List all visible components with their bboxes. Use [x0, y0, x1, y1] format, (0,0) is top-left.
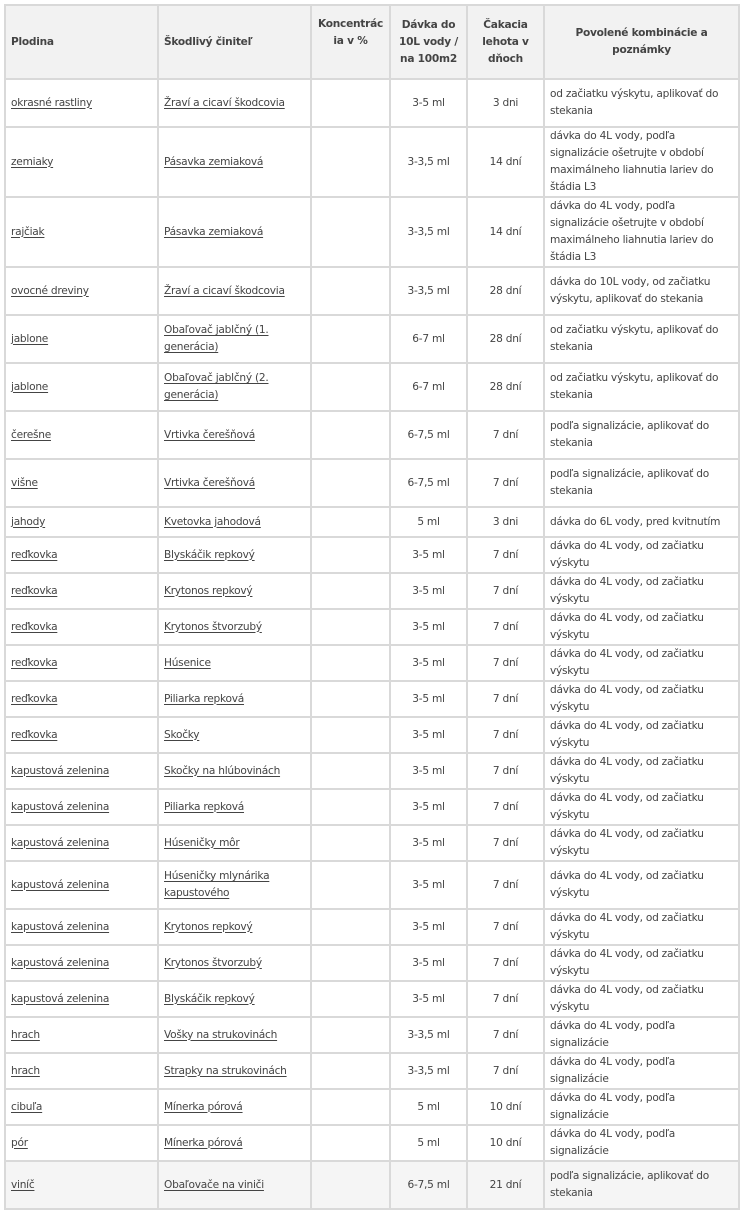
crop-link[interactable]: jahody — [11, 515, 46, 528]
pest-cell — [158, 789, 311, 825]
crop-cell — [5, 645, 158, 681]
column-header-waiting-period: Čakacia lehota v dňoch — [467, 5, 544, 79]
concentration-cell — [311, 79, 390, 127]
dose-cell: 3-5 ml — [390, 681, 467, 717]
notes-cell: dávka do 4L vody, od začiatku výskytu — [544, 909, 739, 945]
pest-cell — [158, 459, 311, 507]
concentration-cell — [311, 1161, 390, 1209]
dose-cell: 5 ml — [390, 507, 467, 537]
waiting-period-cell: 7 dní — [467, 861, 544, 909]
waiting-period-cell: 10 dní — [467, 1125, 544, 1161]
pest-cell — [158, 537, 311, 573]
table-row — [5, 363, 739, 411]
pest-cell — [158, 909, 311, 945]
concentration-cell — [311, 315, 390, 363]
crop-link[interactable]: kapustová zelenina — [11, 764, 110, 777]
notes-cell: dávka do 4L vody, podľa signalizácie ošetrujte v období maximálneho liahnutia lariev do štádia L3 — [544, 197, 739, 267]
dose-cell: 3-3,5 ml — [390, 1053, 467, 1089]
dose-cell: 3-3,5 ml — [390, 267, 467, 315]
concentration-cell — [311, 267, 390, 315]
notes-cell: dávka do 4L vody, podľa signalizácie — [544, 1089, 739, 1125]
table-row — [5, 573, 739, 609]
notes-cell: dávka do 4L vody, od začiatku výskytu — [544, 717, 739, 753]
concentration-cell — [311, 459, 390, 507]
notes-cell: dávka do 4L vody, od začiatku výskytu — [544, 753, 739, 789]
notes-cell: podľa signalizácie, aplikovať do stekania — [544, 1161, 739, 1209]
table-row — [5, 645, 739, 681]
pest-link[interactable]: Húseničky mlynárika kapustového — [164, 870, 270, 899]
waiting-period-cell: 7 dní — [467, 789, 544, 825]
pest-cell — [158, 363, 311, 411]
crop-cell — [5, 267, 158, 315]
crop-link[interactable]: reďkovka — [11, 620, 58, 633]
concentration-cell — [311, 609, 390, 645]
waiting-period-cell: 7 dní — [467, 825, 544, 861]
crop-link[interactable]: reďkovka — [11, 656, 58, 669]
pest-cell — [158, 197, 311, 267]
pest-link[interactable]: Kvetovka jahodová — [164, 515, 261, 528]
notes-cell: dávka do 4L vody, od začiatku výskytu — [544, 537, 739, 573]
dose-cell: 3-5 ml — [390, 79, 467, 127]
table-row — [5, 681, 739, 717]
table-header-row — [5, 5, 739, 79]
table-row — [5, 909, 739, 945]
pest-link[interactable]: Krytonos štvorzubý — [164, 620, 262, 633]
waiting-period-cell: 14 dní — [467, 197, 544, 267]
waiting-period-cell: 7 dní — [467, 1017, 544, 1053]
waiting-period-cell: 7 dní — [467, 945, 544, 981]
pest-cell — [158, 1125, 311, 1161]
pest-cell — [158, 1161, 311, 1209]
table-row — [5, 197, 739, 267]
crop-link[interactable]: reďkovka — [11, 548, 58, 561]
concentration-cell — [311, 411, 390, 459]
pest-cell — [158, 1017, 311, 1053]
waiting-period-cell: 7 dní — [467, 753, 544, 789]
crop-link[interactable]: jablone — [11, 380, 49, 393]
crop-link[interactable]: kapustová zelenina — [11, 878, 110, 891]
pest-link[interactable]: Vrtivka čerešňová — [164, 476, 255, 489]
crop-cell — [5, 1089, 158, 1125]
waiting-period-cell: 7 dní — [467, 573, 544, 609]
pest-cell — [158, 1053, 311, 1089]
waiting-period-cell: 10 dní — [467, 1089, 544, 1125]
crop-cell — [5, 681, 158, 717]
dose-cell: 3-5 ml — [390, 573, 467, 609]
waiting-period-cell: 7 dní — [467, 981, 544, 1017]
dose-cell: 5 ml — [390, 1125, 467, 1161]
pest-cell — [158, 573, 311, 609]
pest-cell — [158, 645, 311, 681]
notes-cell: dávka do 4L vody, podľa signalizácie — [544, 1125, 739, 1161]
table-row — [5, 609, 739, 645]
crop-cell — [5, 1161, 158, 1209]
notes-cell: dávka do 4L vody, od začiatku výskytu — [544, 945, 739, 981]
table-row — [5, 267, 739, 315]
notes-cell: dávka do 4L vody, od začiatku výskytu — [544, 609, 739, 645]
pest-cell — [158, 681, 311, 717]
waiting-period-cell: 21 dní — [467, 1161, 544, 1209]
table-row — [5, 1125, 739, 1161]
pest-link[interactable]: Vošky na strukovinách — [164, 1028, 278, 1041]
pest-cell — [158, 79, 311, 127]
notes-cell: dávka do 4L vody, podľa signalizácie — [544, 1017, 739, 1053]
table-row — [5, 459, 739, 507]
concentration-cell — [311, 573, 390, 609]
pest-cell — [158, 267, 311, 315]
crop-cell — [5, 1053, 158, 1089]
pest-link[interactable]: Skočky — [164, 728, 200, 741]
dose-cell: 3-5 ml — [390, 825, 467, 861]
crop-cell — [5, 573, 158, 609]
dose-cell: 3-5 ml — [390, 789, 467, 825]
notes-cell: dávka do 10L vody, od začiatku výskytu, aplikovať do stekania — [544, 267, 739, 315]
pest-cell — [158, 981, 311, 1017]
column-header-notes: Povolené kombinácie a poznámky — [544, 5, 739, 79]
crop-link[interactable]: zemiaky — [11, 155, 54, 168]
table-row — [5, 1161, 739, 1209]
notes-cell: dávka do 4L vody, od začiatku výskytu — [544, 981, 739, 1017]
table-row — [5, 753, 739, 789]
dose-cell: 6-7,5 ml — [390, 1161, 467, 1209]
pest-link[interactable]: Blyskáčik repkový — [164, 992, 255, 1005]
dose-cell: 6-7,5 ml — [390, 411, 467, 459]
crop-link[interactable]: reďkovka — [11, 728, 58, 741]
pest-link[interactable]: Skočky na hlúbovinách — [164, 764, 281, 777]
crop-link[interactable]: reďkovka — [11, 584, 58, 597]
crop-cell — [5, 909, 158, 945]
concentration-cell — [311, 825, 390, 861]
pest-link[interactable]: Žraví a cicaví škodcovia — [164, 96, 285, 109]
pest-cell — [158, 717, 311, 753]
waiting-period-cell: 3 dni — [467, 507, 544, 537]
pest-cell — [158, 825, 311, 861]
table-body — [5, 79, 739, 1209]
crop-cell — [5, 79, 158, 127]
table-row — [5, 981, 739, 1017]
table-row — [5, 825, 739, 861]
waiting-period-cell: 14 dní — [467, 127, 544, 197]
crop-cell — [5, 363, 158, 411]
dose-cell: 6-7 ml — [390, 315, 467, 363]
concentration-cell — [311, 981, 390, 1017]
pest-link[interactable]: Obaľovač jablčný (2. generácia) — [164, 372, 269, 401]
dose-cell: 3-5 ml — [390, 753, 467, 789]
crop-link[interactable]: kapustová zelenina — [11, 836, 110, 849]
pest-link[interactable]: Obaľovač jablčný (1. generácia) — [164, 324, 269, 353]
concentration-cell — [311, 789, 390, 825]
concentration-cell — [311, 537, 390, 573]
dose-cell: 3-5 ml — [390, 861, 467, 909]
crop-link[interactable]: jablone — [11, 332, 49, 345]
crop-link[interactable]: kapustová zelenina — [11, 992, 110, 1005]
pest-link[interactable]: Strapky na strukovinách — [164, 1064, 287, 1077]
table-row — [5, 1089, 739, 1125]
concentration-cell — [311, 909, 390, 945]
notes-cell: od začiatku výskytu, aplikovať do stekania — [544, 363, 739, 411]
pest-cell — [158, 861, 311, 909]
concentration-cell — [311, 1089, 390, 1125]
concentration-cell — [311, 681, 390, 717]
dose-cell: 3-5 ml — [390, 609, 467, 645]
concentration-cell — [311, 1017, 390, 1053]
dose-cell: 3-5 ml — [390, 645, 467, 681]
pest-link[interactable]: Krytonos štvorzubý — [164, 956, 262, 969]
crop-link[interactable]: višne — [11, 476, 38, 489]
waiting-period-cell: 7 dní — [467, 609, 544, 645]
pest-cell — [158, 609, 311, 645]
crop-link[interactable]: rajčiak — [11, 225, 45, 238]
concentration-cell — [311, 127, 390, 197]
waiting-period-cell: 7 dní — [467, 645, 544, 681]
table-row — [5, 1017, 739, 1053]
notes-cell: dávka do 4L vody, od začiatku výskytu — [544, 573, 739, 609]
concentration-cell — [311, 507, 390, 537]
pest-link[interactable]: Pásavka zemiaková — [164, 225, 264, 238]
notes-cell: dávka do 4L vody, od začiatku výskytu — [544, 789, 739, 825]
notes-cell: dávka do 6L vody, pred kvitnutím — [544, 507, 739, 537]
notes-cell: dávka do 4L vody, podľa signalizácie ošetrujte v období maximálneho liahnutia lariev do štádia L3 — [544, 127, 739, 197]
pest-link[interactable]: Húsenice — [164, 656, 211, 669]
crop-link[interactable]: hrach — [11, 1028, 40, 1041]
concentration-cell — [311, 363, 390, 411]
concentration-cell — [311, 945, 390, 981]
crop-cell — [5, 717, 158, 753]
pest-link[interactable]: Pásavka zemiaková — [164, 155, 264, 168]
concentration-cell — [311, 1053, 390, 1089]
pest-cell — [158, 1089, 311, 1125]
notes-cell: dávka do 4L vody, podľa signalizácie — [544, 1053, 739, 1089]
dose-cell: 3-3,5 ml — [390, 1017, 467, 1053]
dose-cell: 6-7,5 ml — [390, 459, 467, 507]
crop-link[interactable]: viníč — [11, 1178, 35, 1191]
notes-cell: dávka do 4L vody, od začiatku výskytu — [544, 861, 739, 909]
crop-cell — [5, 507, 158, 537]
pest-link[interactable]: Obaľovače na viniči — [164, 1178, 264, 1191]
crop-link[interactable]: pór — [11, 1136, 28, 1149]
waiting-period-cell: 7 dní — [467, 1053, 544, 1089]
notes-cell: podľa signalizácie, aplikovať do stekania — [544, 411, 739, 459]
dose-cell: 5 ml — [390, 1089, 467, 1125]
concentration-cell — [311, 645, 390, 681]
concentration-cell — [311, 753, 390, 789]
dose-cell: 3-5 ml — [390, 717, 467, 753]
notes-cell: dávka do 4L vody, od začiatku výskytu — [544, 681, 739, 717]
pest-cell — [158, 507, 311, 537]
crop-cell — [5, 315, 158, 363]
notes-cell: dávka do 4L vody, od začiatku výskytu — [544, 825, 739, 861]
table-row — [5, 717, 739, 753]
pesticide-usage-table — [4, 4, 740, 1210]
table-row — [5, 861, 739, 909]
crop-link[interactable]: okrasné rastliny — [11, 96, 92, 109]
waiting-period-cell: 28 dní — [467, 315, 544, 363]
crop-cell — [5, 981, 158, 1017]
crop-cell — [5, 197, 158, 267]
pest-cell — [158, 945, 311, 981]
pesticide-table-container — [4, 4, 738, 1210]
crop-link[interactable]: kapustová zelenina — [11, 956, 110, 969]
waiting-period-cell: 7 dní — [467, 459, 544, 507]
waiting-period-cell: 7 dní — [467, 537, 544, 573]
waiting-period-cell: 28 dní — [467, 267, 544, 315]
table-row — [5, 79, 739, 127]
notes-cell: dávka do 4L vody, od začiatku výskytu — [544, 645, 739, 681]
table-row — [5, 507, 739, 537]
waiting-period-cell: 7 dní — [467, 411, 544, 459]
pest-link[interactable]: Vrtivka čerešňová — [164, 428, 255, 441]
dose-cell: 3-5 ml — [390, 945, 467, 981]
dose-cell: 3-3,5 ml — [390, 197, 467, 267]
crop-cell — [5, 861, 158, 909]
waiting-period-cell: 7 dní — [467, 681, 544, 717]
concentration-cell — [311, 1125, 390, 1161]
crop-cell — [5, 537, 158, 573]
pest-cell — [158, 753, 311, 789]
pest-link[interactable]: Krytonos repkový — [164, 920, 253, 933]
dose-cell: 3-3,5 ml — [390, 127, 467, 197]
crop-cell — [5, 411, 158, 459]
crop-link[interactable]: kapustová zelenina — [11, 800, 110, 813]
column-header-concentration: Koncentrácia v % — [311, 5, 390, 79]
column-header-crop: Plodina — [5, 5, 158, 79]
notes-cell: podľa signalizácie, aplikovať do stekania — [544, 459, 739, 507]
notes-cell: od začiatku výskytu, aplikovať do stekania — [544, 315, 739, 363]
table-row — [5, 537, 739, 573]
crop-cell — [5, 789, 158, 825]
waiting-period-cell: 7 dní — [467, 717, 544, 753]
pest-link[interactable]: Krytonos repkový — [164, 584, 253, 597]
table-row — [5, 1053, 739, 1089]
waiting-period-cell: 7 dní — [467, 909, 544, 945]
pest-link[interactable]: Mínerka pórová — [164, 1136, 243, 1149]
dose-cell: 3-5 ml — [390, 981, 467, 1017]
pest-cell — [158, 127, 311, 197]
waiting-period-cell: 28 dní — [467, 363, 544, 411]
crop-cell — [5, 127, 158, 197]
column-header-dose: Dávka do 10L vody / na 100m2 — [390, 5, 467, 79]
table-row — [5, 411, 739, 459]
crop-link[interactable]: cibuľa — [11, 1100, 43, 1113]
concentration-cell — [311, 861, 390, 909]
crop-cell — [5, 1017, 158, 1053]
pest-link[interactable]: Húseničky môr — [164, 836, 240, 849]
crop-link[interactable]: reďkovka — [11, 692, 58, 705]
crop-cell — [5, 753, 158, 789]
dose-cell: 3-5 ml — [390, 537, 467, 573]
table-row — [5, 789, 739, 825]
crop-cell — [5, 1125, 158, 1161]
crop-link[interactable]: kapustová zelenina — [11, 920, 110, 933]
table-row — [5, 945, 739, 981]
column-header-pest: Škodlivý činiteľ — [158, 5, 311, 79]
concentration-cell — [311, 197, 390, 267]
crop-cell — [5, 459, 158, 507]
crop-cell — [5, 609, 158, 645]
pest-cell — [158, 315, 311, 363]
pest-cell — [158, 411, 311, 459]
pest-link[interactable]: Žraví a cicaví škodcovia — [164, 284, 285, 297]
pest-link[interactable]: Piliarka repková — [164, 800, 245, 813]
table-row — [5, 127, 739, 197]
pest-link[interactable]: Piliarka repková — [164, 692, 245, 705]
waiting-period-cell: 3 dni — [467, 79, 544, 127]
table-row — [5, 315, 739, 363]
pest-link[interactable]: Blyskáčik repkový — [164, 548, 255, 561]
dose-cell: 6-7 ml — [390, 363, 467, 411]
crop-link[interactable]: ovocné dreviny — [11, 284, 89, 297]
crop-cell — [5, 945, 158, 981]
notes-cell: od začiatku výskytu, aplikovať do stekania — [544, 79, 739, 127]
dose-cell: 3-5 ml — [390, 909, 467, 945]
crop-link[interactable]: čerešne — [11, 428, 51, 441]
pest-link[interactable]: Mínerka pórová — [164, 1100, 243, 1113]
concentration-cell — [311, 717, 390, 753]
crop-link[interactable]: hrach — [11, 1064, 40, 1077]
crop-cell — [5, 825, 158, 861]
